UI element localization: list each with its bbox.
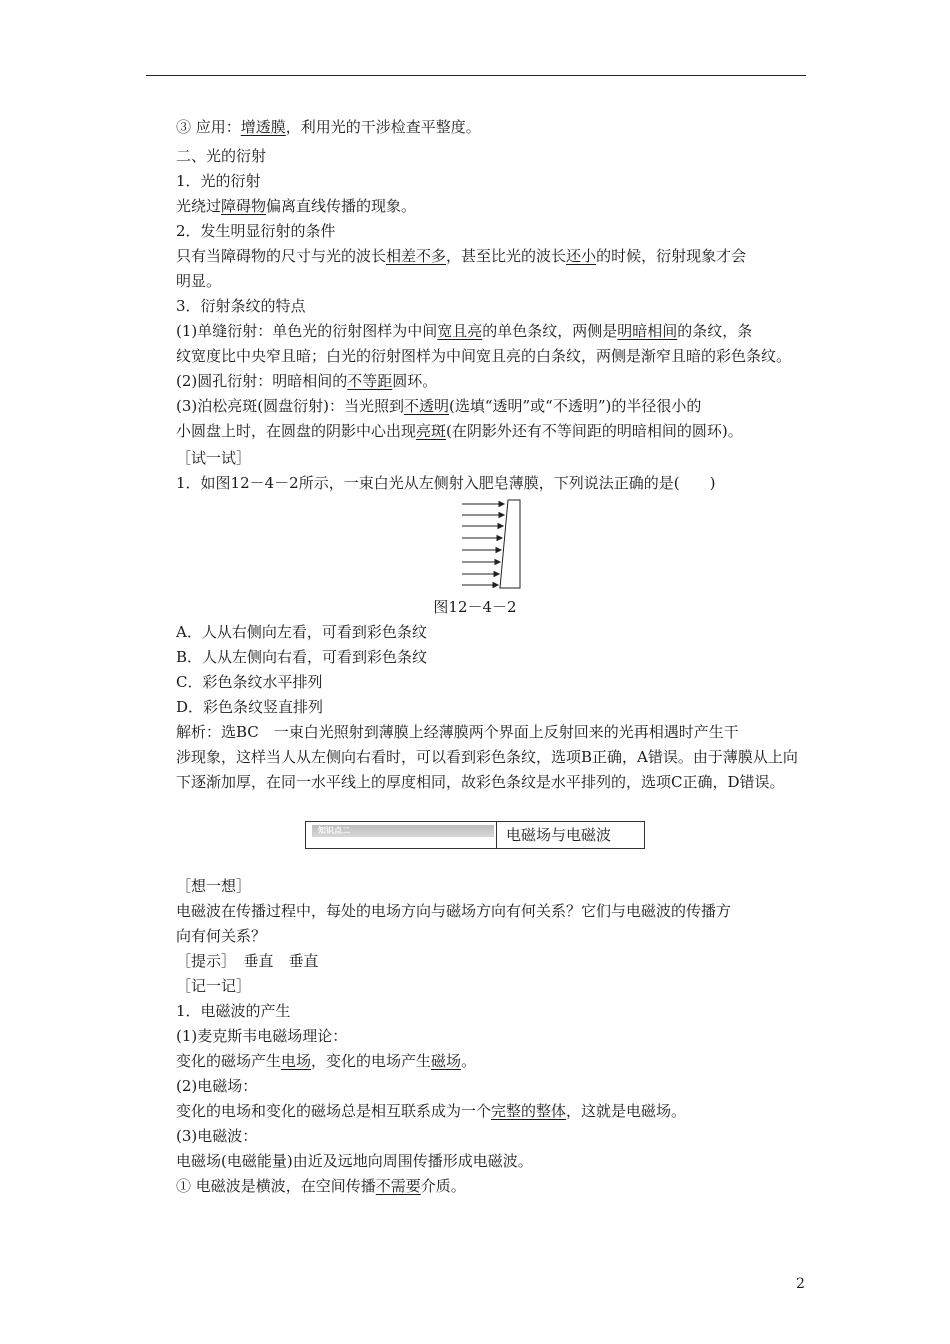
paragraph: (2)圆孔衍射：明暗相间的不等距圆环。 (176, 372, 438, 390)
paragraph: 电磁场(电磁能量)由近及远地向周围传播形成电磁波。 (176, 1152, 533, 1170)
option-b: B．人从左侧向右看，可看到彩色条纹 (176, 648, 428, 666)
soap-film-figure (458, 498, 548, 590)
paragraph: (1)单缝衍射：单色光的衍射图样为中间宽且亮的单色条纹，两侧是明暗相间的条纹，条 (176, 322, 753, 340)
subheading: 3．衍射条纹的特点 (176, 297, 306, 315)
solution: 涉现象，这样当人从左侧向右看时，可以看到彩色条纹，选项B正确，A错误。由于薄膜从上向 (176, 748, 798, 766)
knowledge-tag: 知识点二 (312, 825, 494, 837)
subheading: 1．电磁波的产生 (176, 1002, 291, 1020)
paragraph: 明显。 (176, 272, 222, 290)
subheading: 1．光的衍射 (176, 172, 261, 190)
header-rule (146, 75, 806, 76)
option-c: C．彩色条纹水平排列 (176, 673, 323, 691)
box-divider (496, 822, 497, 848)
option-d: D．彩色条纹竖直排列 (176, 698, 324, 716)
paragraph: 小圆盘上时，在圆盘的阴影中心出现亮斑(在阴影外还有不等间距的明暗相间的圆环)。 (176, 422, 743, 440)
think-label: ［想一想］ (176, 877, 252, 895)
subheading: (1)麦克斯韦电磁场理论： (176, 1027, 348, 1045)
paragraph: 变化的磁场产生电场，变化的电场产生磁场。 (176, 1052, 477, 1070)
paragraph: ① 电磁波是横波，在空间传播不需要介质。 (176, 1177, 466, 1195)
remember-label: ［记一记］ (176, 977, 252, 995)
paragraph: 向有何关系？ (176, 927, 267, 945)
soap-film (500, 500, 520, 588)
option-a: A．人从右侧向左看，可看到彩色条纹 (176, 623, 427, 641)
light-ray-arrows (462, 502, 504, 588)
subheading: 2．发生明显衍射的条件 (176, 222, 336, 240)
paragraph: 光绕过障碍物偏离直线传播的现象。 (176, 197, 417, 215)
try-label: ［试一试］ (176, 449, 252, 467)
question: 1．如图12－4－2所示，一束白光从左侧射入肥皂薄膜，下列说法正确的是( ) (176, 474, 716, 492)
figure-caption: 图12－4－2 (433, 598, 517, 616)
page-number: 2 (796, 1276, 805, 1292)
paragraph: 纹宽度比中央窄且暗；白光的衍射图样为中间宽且亮的白条纹，两侧是渐窄且暗的彩色条纹。 (176, 347, 792, 365)
paragraph: 变化的电场和变化的磁场总是相互联系成为一个完整的整体，这就是电磁场。 (176, 1102, 687, 1120)
solution: 下逐渐加厚，在同一水平线上的厚度相同，故彩色条纹是水平排列的，选项C正确，D错误。 (176, 773, 785, 791)
solution: 解析：选BC 一束白光照射到薄膜上经薄膜两个界面上反射回来的光再相遇时产生干 (176, 723, 739, 741)
section-heading: 二、光的衍射 (176, 147, 267, 165)
paragraph: (3)泊松亮斑(圆盘衍射)：当光照到不透明(选填“透明”或“不透明”)的半径很小的 (176, 397, 702, 415)
paragraph: 只有当障碍物的尺寸与光的波长相差不多，甚至比光的波长还小的时候，衍射现象才会 (176, 247, 747, 265)
knowledge-title: 电磁场与电磁波 (506, 826, 612, 844)
hint: ［提示］ 垂直 垂直 (176, 952, 319, 970)
knowledge-point-box (305, 821, 645, 849)
subheading: (3)电磁波： (176, 1127, 258, 1145)
paragraph: 电磁波在传播过程中，每处的电场方向与磁场方向有何关系？它们与电磁波的传播方 (176, 902, 732, 920)
application-line: ③ 应用：增透膜，利用光的干涉检查平整度。 (176, 118, 481, 136)
subheading: (2)电磁场： (176, 1077, 258, 1095)
